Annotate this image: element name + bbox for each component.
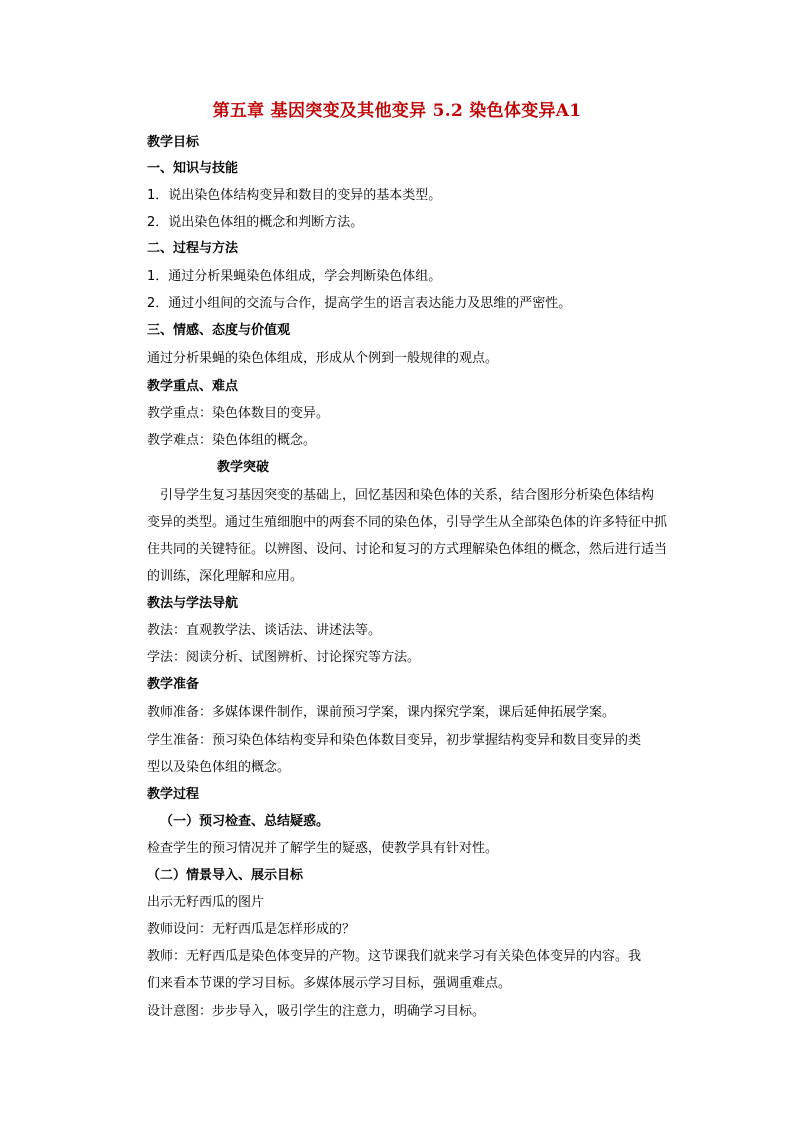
text-line: 通过分析果蝇的染色体组成，形成从个例到一般规律的观点。 — [147, 351, 499, 366]
heading-teaching-process: 教学过程 — [147, 787, 200, 802]
text-line: 教师设问：无籽西瓜是怎样形成的？ — [147, 922, 356, 937]
document-title: 第五章 基因突变及其他变异 5.2 染色体变异A1 — [212, 101, 582, 121]
text-line: 教法：直观教学法、谈话法、讲述法等。 — [147, 623, 382, 638]
text-line: 1．通过分析果蝇染色体组成，学会判断染色体组。 — [147, 269, 442, 284]
heading-process-method: 二、过程与方法 — [147, 241, 239, 256]
text-line: 教学难点：染色体组的概念。 — [147, 433, 317, 448]
text-line: 型以及染色体组的概念。 — [147, 760, 291, 775]
heading-key-points: 教学重点、难点 — [147, 379, 239, 394]
text-line: 学生准备：预习染色体结构变异和染色体数目变异，初步掌握结构变异和数目变异的类 — [147, 733, 642, 748]
text-line: 检查学生的预习情况并了解学生的疑惑，使教学具有针对性。 — [147, 841, 499, 856]
text-line: 引导学生复习基因突变的基础上，回忆基因和染色体的关系，结合图形分析染色体结构 — [160, 488, 655, 503]
heading-attitude-values: 三、情感、态度与价值观 — [147, 323, 291, 338]
text-line: 的训练，深化理解和应用。 — [147, 569, 304, 584]
text-line: 1．说出染色体结构变异和数目的变异的基本类型。 — [147, 188, 442, 203]
heading-methods-guide: 教法与学法导航 — [147, 596, 239, 611]
text-line: 教师准备：多媒体课件制作，课前预习学案，课内探究学案，课后延伸拓展学案。 — [147, 705, 616, 720]
text-line: 设计意图：步步导入，吸引学生的注意力，明确学习目标。 — [147, 1004, 486, 1019]
text-line: 住共同的关键特征。以辨图、设问、讨论和复习的方式理解染色体组的概念，然后进行适当 — [147, 542, 668, 557]
text-line: 教学重点：染色体数目的变异。 — [147, 406, 330, 421]
text-line: 学法：阅读分析、试图辨析、讨论探究等方法。 — [147, 650, 421, 665]
text-line: 教师：无籽西瓜是染色体变异的产物。这节课我们就来学习有关染色体变异的内容。我 — [147, 949, 642, 964]
subheading-preview-check: （一）预习检查、总结疑惑。 — [160, 814, 330, 829]
text-line: 变异的类型。通过生殖细胞中的两套不同的染色体，引导学生从全部染色体的许多特征中抓 — [147, 515, 668, 530]
text-line: 2．说出染色体组的概念和判断方法。 — [147, 215, 364, 230]
text-line: 们来看本节课的学习目标。多媒体展示学习目标，强调重难点。 — [147, 976, 512, 991]
heading-preparation: 教学准备 — [147, 677, 200, 692]
text-line: 出示无籽西瓜的图片 — [147, 895, 265, 910]
heading-knowledge-skills: 一、知识与技能 — [147, 161, 239, 176]
subheading-scenario-intro: （二）情景导入、展示目标 — [147, 868, 304, 883]
text-line: 2．通过小组间的交流与合作，提高学生的语言表达能力及思维的严密性。 — [147, 296, 572, 311]
heading-teaching-breakthrough: 教学突破 — [217, 460, 270, 475]
heading-teaching-goals: 教学目标 — [147, 135, 200, 150]
